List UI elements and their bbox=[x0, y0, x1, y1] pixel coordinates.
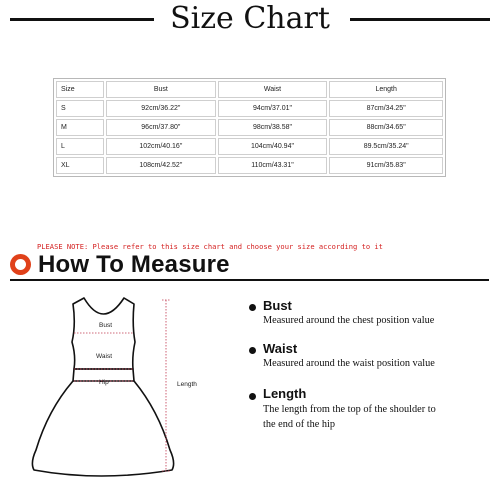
cell-length: 87cm/34.25" bbox=[329, 100, 443, 117]
cell-bust: 96cm/37.80" bbox=[106, 119, 216, 136]
waist-heading: Waist bbox=[263, 341, 298, 356]
header-length: Length bbox=[329, 81, 443, 98]
cell-size: S bbox=[56, 100, 104, 117]
bust-label: Bust bbox=[99, 322, 113, 329]
cell-waist: 94cm/37.01" bbox=[218, 100, 328, 117]
table-row bbox=[56, 157, 443, 174]
heading-rule bbox=[10, 279, 489, 281]
length-description-line-1: The length from the top of the shoulder to bbox=[263, 404, 436, 415]
size-table bbox=[53, 78, 446, 177]
dress-skirt bbox=[32, 381, 173, 476]
waist-label: Waist bbox=[96, 353, 113, 360]
dress-diagram bbox=[0, 282, 235, 500]
hip-label: Hip bbox=[99, 379, 109, 386]
cell-bust: 108cm/42.52" bbox=[106, 157, 216, 174]
cell-waist: 104cm/40.94" bbox=[218, 138, 328, 155]
table-header-row bbox=[56, 81, 443, 98]
header-bust: Bust bbox=[106, 81, 216, 98]
length-label: Length bbox=[177, 381, 197, 388]
cell-waist: 98cm/38.58" bbox=[218, 119, 328, 136]
cell-length: 88cm/34.65" bbox=[329, 119, 443, 136]
cell-size: M bbox=[56, 119, 104, 136]
bust-description: Measured around the chest position value bbox=[263, 315, 435, 326]
table-row bbox=[56, 138, 443, 155]
length-bullet-icon bbox=[249, 393, 256, 400]
waist-description: Measured around the waist position value bbox=[263, 358, 435, 369]
page-title: Size Chart bbox=[170, 1, 330, 36]
measure-guides bbox=[74, 300, 170, 471]
table-row bbox=[56, 119, 443, 136]
cell-bust: 92cm/36.22" bbox=[106, 100, 216, 117]
cell-bust: 102cm/40.16" bbox=[106, 138, 216, 155]
cell-length: 89.5cm/35.24" bbox=[329, 138, 443, 155]
length-description-line-2: the end of the hip bbox=[263, 419, 336, 430]
circle-bullet-icon bbox=[10, 254, 31, 275]
bust-heading: Bust bbox=[263, 298, 292, 313]
cell-waist: 110cm/43.31" bbox=[218, 157, 328, 174]
size-note: PLEASE NOTE: Please refer to this size chart and choose your size according to it bbox=[37, 242, 383, 251]
table-row bbox=[56, 100, 443, 117]
cell-size: XL bbox=[56, 157, 104, 174]
how-to-measure-title: How To Measure bbox=[38, 251, 230, 278]
cell-length: 91cm/35.83" bbox=[329, 157, 443, 174]
length-heading: Length bbox=[263, 386, 307, 401]
cell-size: L bbox=[56, 138, 104, 155]
bust-bullet-icon bbox=[249, 304, 256, 311]
title-rule-right bbox=[350, 18, 490, 21]
header-size: Size bbox=[56, 81, 104, 98]
waist-bullet-icon bbox=[249, 347, 256, 354]
header-waist: Waist bbox=[218, 81, 328, 98]
